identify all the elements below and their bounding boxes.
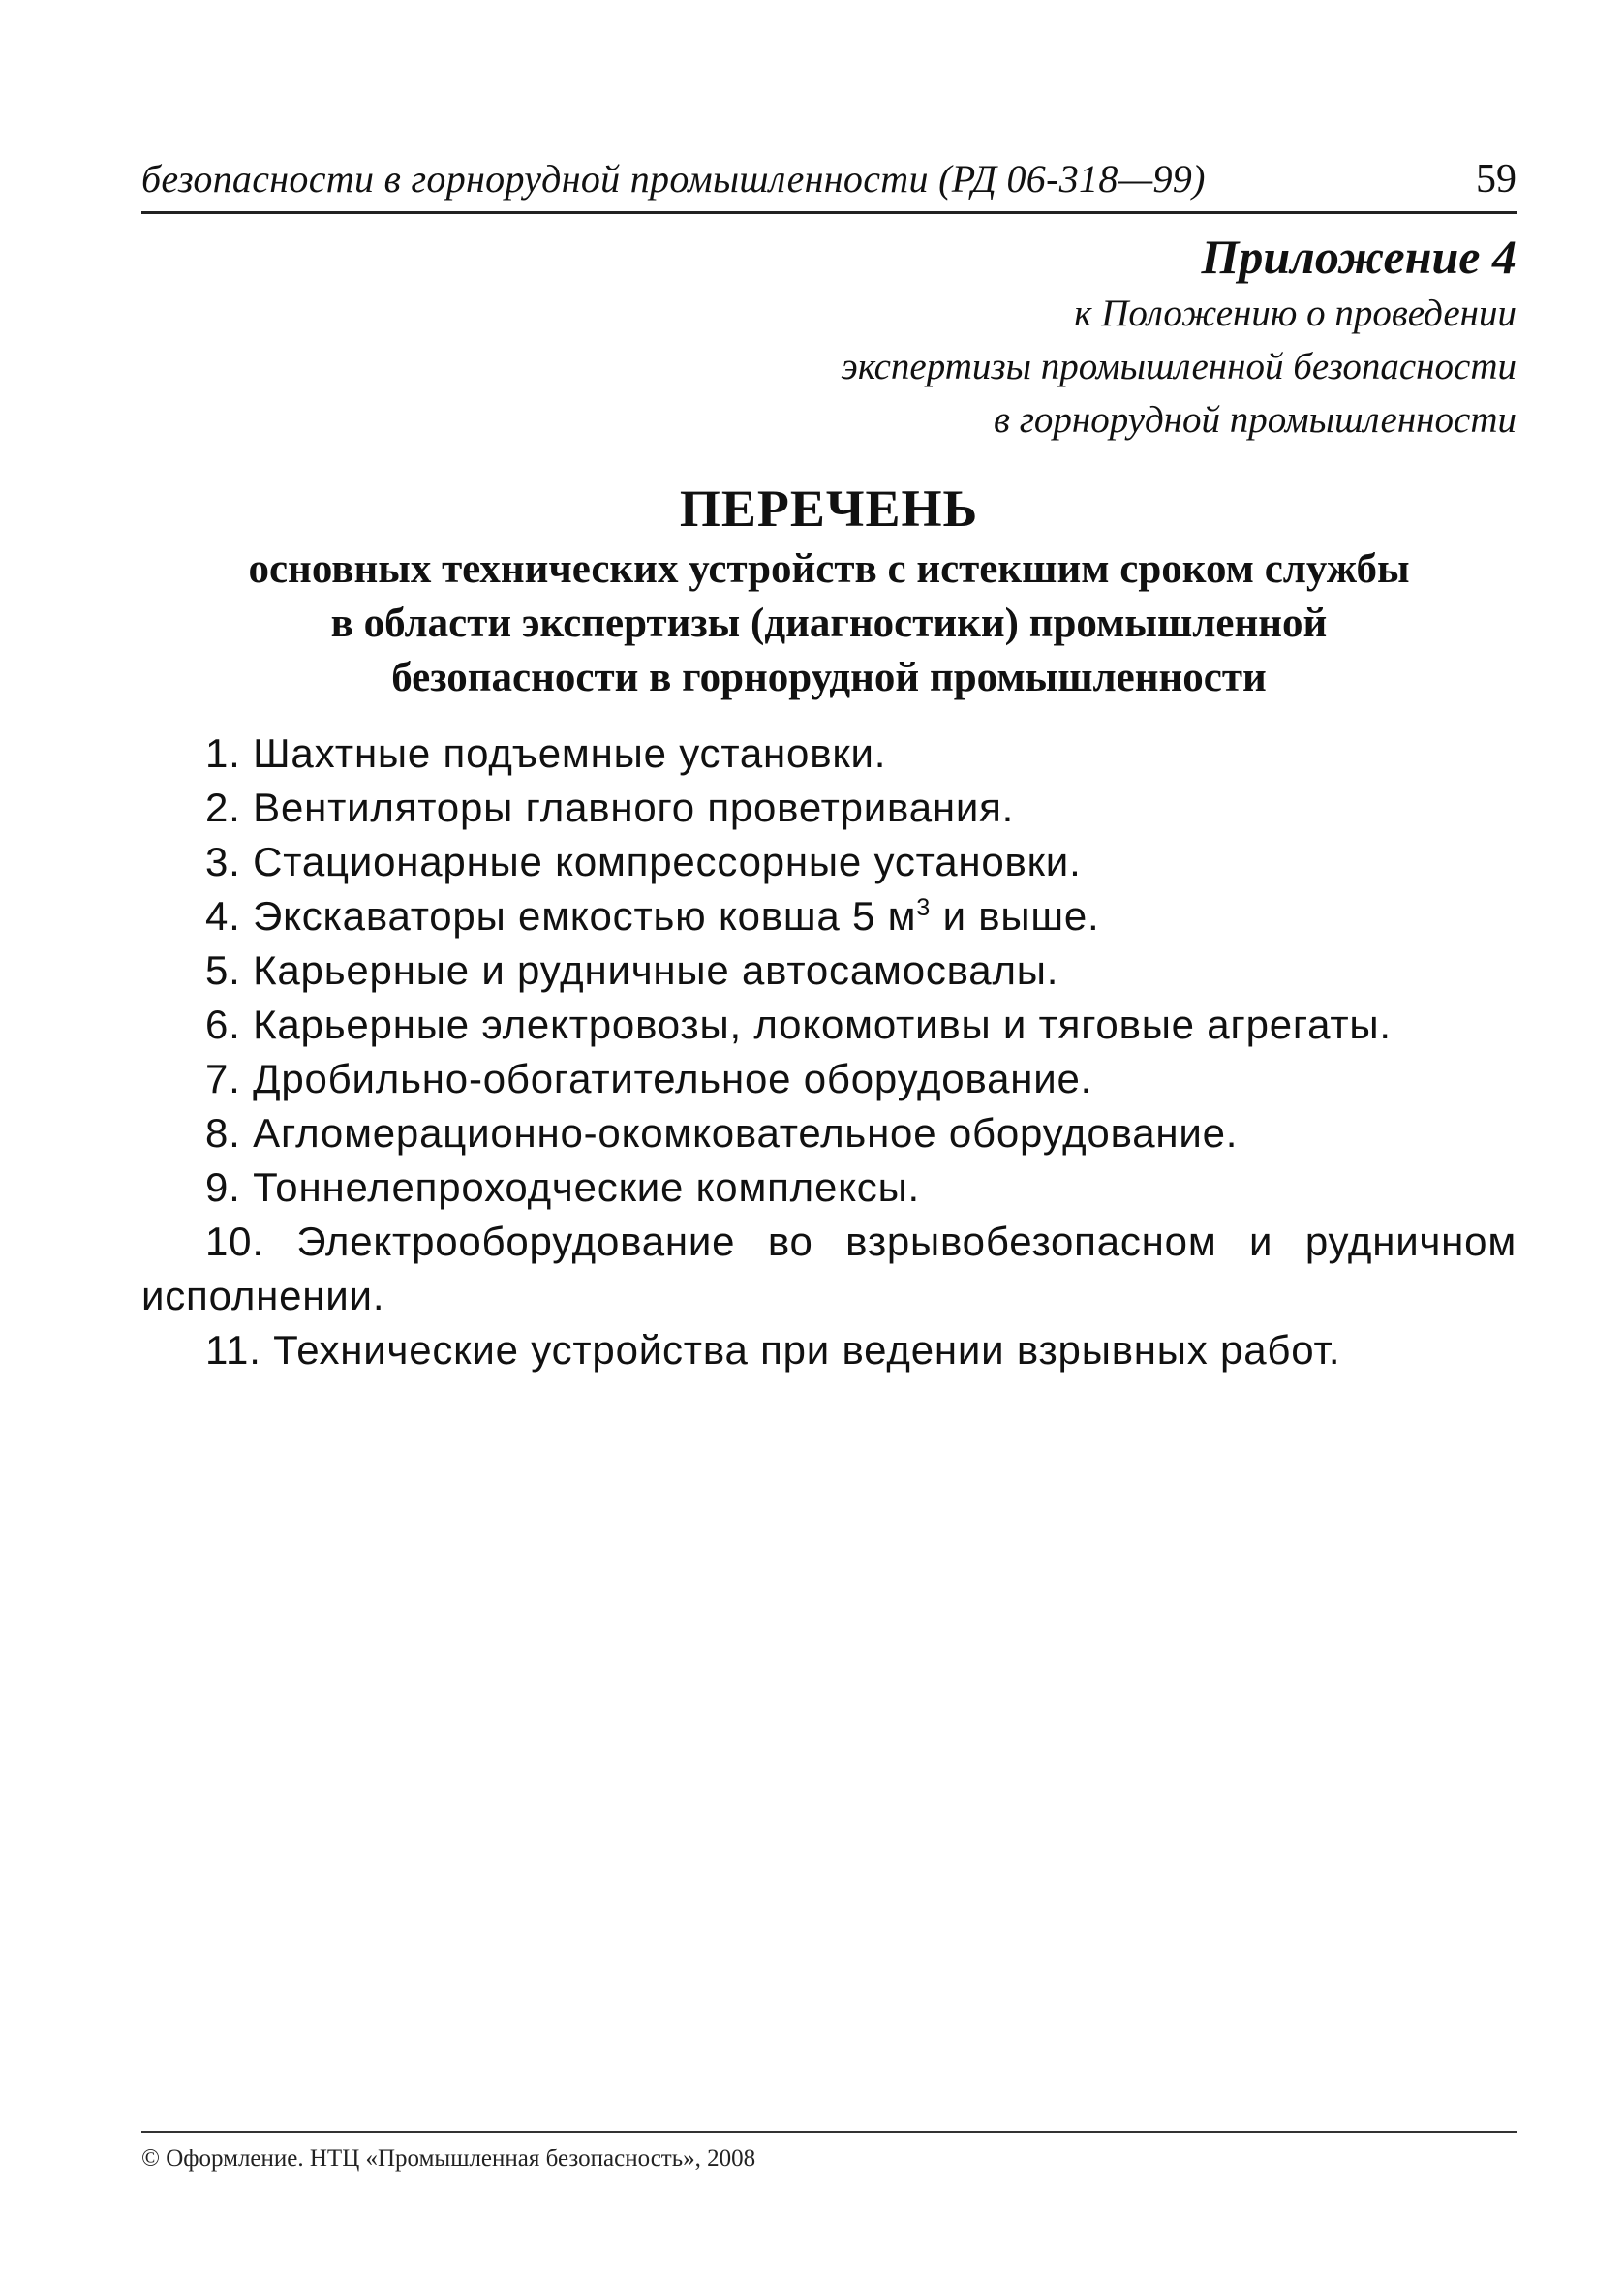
list-item-text: Карьерные электровозы, локомотивы и тяговые агрегаты.: [253, 1002, 1392, 1047]
footer-copyright: © Оформление. НТЦ «Промышленная безопасность», 2008: [141, 2146, 756, 2172]
list-item-text-after: и выше.: [931, 893, 1100, 939]
list-item: [141, 1160, 1517, 1215]
document-subtitle-line: основных технических устройств с истекшим сроком службы: [248, 546, 1410, 592]
footer-divider: [141, 2131, 1517, 2133]
document-title: ПЕРЕЧЕНЬ: [679, 479, 979, 538]
running-header: [141, 155, 1517, 214]
list-item: [141, 1323, 1517, 1377]
list-item-number: 8.: [205, 1110, 241, 1156]
list-item-text: Электрооборудование во взрывобезопасном и рудничном исполнении.: [141, 1219, 1517, 1318]
running-title: безопасности в горнорудной промышленности (РД 06-318—99): [141, 157, 1206, 201]
list-item: [141, 835, 1517, 889]
list-item-text: Агломерационно-окомковательное оборудование.: [253, 1110, 1239, 1156]
document-subtitle-line: безопасности в горнорудной промышленности: [391, 655, 1267, 700]
appendix-line: в горнорудной промышленности: [994, 399, 1517, 441]
list-item: [141, 1215, 1517, 1323]
list-item-text: Шахтные подъемные установки.: [253, 730, 887, 776]
superscript: 3: [916, 894, 932, 921]
appendix-line: к Положению о проведении: [1074, 293, 1517, 334]
list-item: [141, 1106, 1517, 1160]
list-item-text: Дробильно-обогатительное оборудование.: [253, 1056, 1093, 1101]
list-item-number: 3.: [205, 839, 241, 884]
list-item: [141, 998, 1517, 1052]
list-item: [141, 943, 1517, 998]
list-item-number: 6.: [205, 1002, 241, 1047]
list-item-text: Вентиляторы главного проветривания.: [253, 785, 1015, 830]
list-item-text: Экскаваторы емкостью ковша 5 м: [253, 893, 917, 939]
list-item-number: 11.: [205, 1327, 261, 1373]
appendix-title: Приложение 4: [1201, 230, 1517, 284]
list-item: [141, 727, 1517, 781]
list-item-text: Стационарные компрессорные установки.: [253, 839, 1082, 884]
list-item-number: 9.: [205, 1164, 241, 1210]
list-item-number: 10.: [205, 1219, 264, 1264]
page-number: 59: [1476, 157, 1517, 201]
appendix-block: [842, 227, 1517, 447]
list-item-number: 5.: [205, 947, 241, 993]
list-item-number: 2.: [205, 785, 241, 830]
list-item-number: 7.: [205, 1056, 241, 1101]
list-item-text: Карьерные и рудничные автосамосвалы.: [253, 947, 1059, 993]
list-item-number: 4.: [205, 893, 241, 939]
list-item: [141, 1052, 1517, 1106]
list-item-text: Технические устройства при ведении взрывных работ.: [273, 1327, 1341, 1373]
document-subtitle-line: в области экспертизы (диагностики) промышленной: [330, 601, 1328, 646]
list-item: [141, 889, 1517, 943]
list-item: [141, 781, 1517, 835]
equipment-list: [141, 727, 1517, 1377]
document-heading: [141, 475, 1517, 705]
appendix-line: экспертизы промышленной безопасности: [841, 346, 1517, 387]
list-item-number: 1.: [205, 730, 241, 776]
list-item-text: Тоннелепроходческие комплексы.: [253, 1164, 921, 1210]
